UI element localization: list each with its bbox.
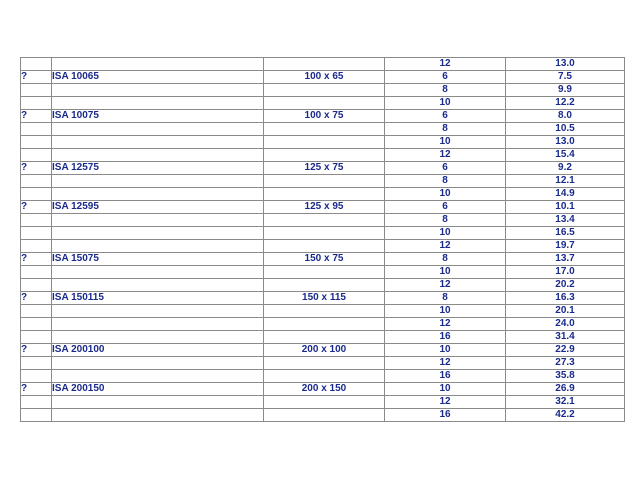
table-row [21,279,625,292]
table-row [21,214,625,227]
table-row [21,357,625,370]
section-size-cell [264,318,385,331]
weight-cell: 14.9 [506,188,625,201]
thickness-cell: 6 [385,110,506,123]
table-row [21,305,625,318]
weight-cell: 22.9 [506,344,625,357]
thickness-cell: 8 [385,175,506,188]
weight-cell: 42.2 [506,409,625,422]
bullet-mark: ? [21,383,52,396]
section-name-cell: ISA 10075 [52,110,264,123]
section-name-cell: ISA 12595 [52,201,264,214]
thickness-cell: 6 [385,201,506,214]
table-row [21,58,625,71]
bullet-mark [21,123,52,136]
weight-cell: 10.1 [506,201,625,214]
thickness-cell: 10 [385,227,506,240]
bullet-mark [21,370,52,383]
section-name-cell [52,58,264,71]
section-size-cell [264,370,385,383]
section-size-cell [264,97,385,110]
section-name-cell [52,175,264,188]
bullet-mark [21,266,52,279]
thickness-cell: 10 [385,188,506,201]
table-row [21,227,625,240]
weight-cell: 13.4 [506,214,625,227]
table-row [21,188,625,201]
table-row [21,292,625,305]
section-name-cell [52,318,264,331]
section-name-cell [52,227,264,240]
bullet-mark [21,214,52,227]
bullet-mark [21,188,52,201]
section-size-cell [264,175,385,188]
angle-section-table [20,57,625,422]
weight-cell: 24.0 [506,318,625,331]
section-size-cell [264,149,385,162]
thickness-cell: 12 [385,357,506,370]
section-size-cell [264,123,385,136]
bullet-mark [21,318,52,331]
bullet-mark [21,149,52,162]
section-size-cell: 200 x 100 [264,344,385,357]
thickness-cell: 16 [385,331,506,344]
weight-cell: 7.5 [506,71,625,84]
thickness-cell: 8 [385,123,506,136]
bullet-mark [21,396,52,409]
section-size-cell [264,305,385,318]
section-size-cell [264,279,385,292]
thickness-cell: 10 [385,266,506,279]
bullet-mark [21,357,52,370]
table-body [21,58,625,422]
bullet-mark: ? [21,71,52,84]
bullet-mark: ? [21,344,52,357]
thickness-cell: 16 [385,409,506,422]
weight-cell: 16.5 [506,227,625,240]
weight-cell: 35.8 [506,370,625,383]
section-name-cell [52,136,264,149]
bullet-mark: ? [21,292,52,305]
weight-cell: 26.9 [506,383,625,396]
section-size-cell [264,136,385,149]
bullet-mark [21,175,52,188]
thickness-cell: 12 [385,318,506,331]
table-row [21,253,625,266]
section-name-cell [52,149,264,162]
section-size-cell [264,227,385,240]
section-name-cell: ISA 200100 [52,344,264,357]
bullet-mark: ? [21,253,52,266]
thickness-cell: 12 [385,149,506,162]
bullet-mark [21,279,52,292]
thickness-cell: 10 [385,305,506,318]
bullet-mark [21,409,52,422]
thickness-cell: 12 [385,396,506,409]
weight-cell: 13.0 [506,136,625,149]
table-row [21,396,625,409]
section-name-cell [52,279,264,292]
weight-cell: 32.1 [506,396,625,409]
weight-cell: 19.7 [506,240,625,253]
bullet-mark: ? [21,201,52,214]
section-size-cell [264,409,385,422]
thickness-cell: 12 [385,279,506,292]
bullet-mark [21,84,52,97]
weight-cell: 20.2 [506,279,625,292]
table-row [21,97,625,110]
table-row [21,409,625,422]
section-name-cell: ISA 10065 [52,71,264,84]
section-name-cell [52,188,264,201]
weight-cell: 12.1 [506,175,625,188]
weight-cell: 13.7 [506,253,625,266]
thickness-cell: 6 [385,71,506,84]
bullet-mark: ? [21,162,52,175]
thickness-cell: 16 [385,370,506,383]
thickness-cell: 8 [385,214,506,227]
thickness-cell: 10 [385,136,506,149]
section-size-cell [264,240,385,253]
section-name-cell: ISA 200150 [52,383,264,396]
section-name-cell [52,266,264,279]
weight-cell: 20.1 [506,305,625,318]
section-size-cell: 100 x 75 [264,110,385,123]
section-name-cell [52,409,264,422]
section-name-cell [52,305,264,318]
section-size-cell [264,396,385,409]
table-row [21,162,625,175]
table-row [21,136,625,149]
bullet-mark [21,136,52,149]
section-name-cell [52,370,264,383]
section-name-cell [52,123,264,136]
section-size-cell: 125 x 95 [264,201,385,214]
bullet-mark: ? [21,110,52,123]
section-name-cell [52,357,264,370]
thickness-cell: 10 [385,344,506,357]
weight-cell: 15.4 [506,149,625,162]
section-size-cell [264,266,385,279]
bullet-mark [21,97,52,110]
table-row [21,344,625,357]
table-row [21,149,625,162]
section-size-cell [264,357,385,370]
weight-cell: 13.0 [506,58,625,71]
thickness-cell: 10 [385,383,506,396]
bullet-mark [21,331,52,344]
table-row [21,331,625,344]
weight-cell: 8.0 [506,110,625,123]
bullet-mark [21,227,52,240]
bullet-mark [21,240,52,253]
thickness-cell: 8 [385,292,506,305]
table-row [21,266,625,279]
section-size-cell: 125 x 75 [264,162,385,175]
table-row [21,71,625,84]
thickness-cell: 12 [385,240,506,253]
section-size-cell [264,331,385,344]
bullet-mark [21,58,52,71]
section-name-cell [52,396,264,409]
section-size-cell: 200 x 150 [264,383,385,396]
table-row [21,370,625,383]
weight-cell: 12.2 [506,97,625,110]
section-size-cell [264,188,385,201]
thickness-cell: 6 [385,162,506,175]
table-row [21,318,625,331]
section-size-cell: 150 x 75 [264,253,385,266]
section-size-cell: 150 x 115 [264,292,385,305]
section-size-cell [264,84,385,97]
section-name-cell [52,331,264,344]
thickness-cell: 10 [385,97,506,110]
weight-cell: 31.4 [506,331,625,344]
bullet-mark [21,305,52,318]
thickness-cell: 8 [385,253,506,266]
section-name-cell: ISA 12575 [52,162,264,175]
table-row [21,84,625,97]
weight-cell: 27.3 [506,357,625,370]
weight-cell: 17.0 [506,266,625,279]
table-row [21,175,625,188]
thickness-cell: 12 [385,58,506,71]
weight-cell: 9.2 [506,162,625,175]
thickness-cell: 8 [385,84,506,97]
section-name-cell: ISA 15075 [52,253,264,266]
section-name-cell [52,240,264,253]
table-row [21,201,625,214]
table-row [21,240,625,253]
table-row [21,123,625,136]
weight-cell: 9.9 [506,84,625,97]
section-name-cell [52,84,264,97]
section-size-cell: 100 x 65 [264,71,385,84]
section-name-cell [52,97,264,110]
section-size-cell [264,58,385,71]
table-row [21,110,625,123]
section-size-cell [264,214,385,227]
table-row [21,383,625,396]
weight-cell: 10.5 [506,123,625,136]
section-name-cell: ISA 150115 [52,292,264,305]
weight-cell: 16.3 [506,292,625,305]
section-name-cell [52,214,264,227]
